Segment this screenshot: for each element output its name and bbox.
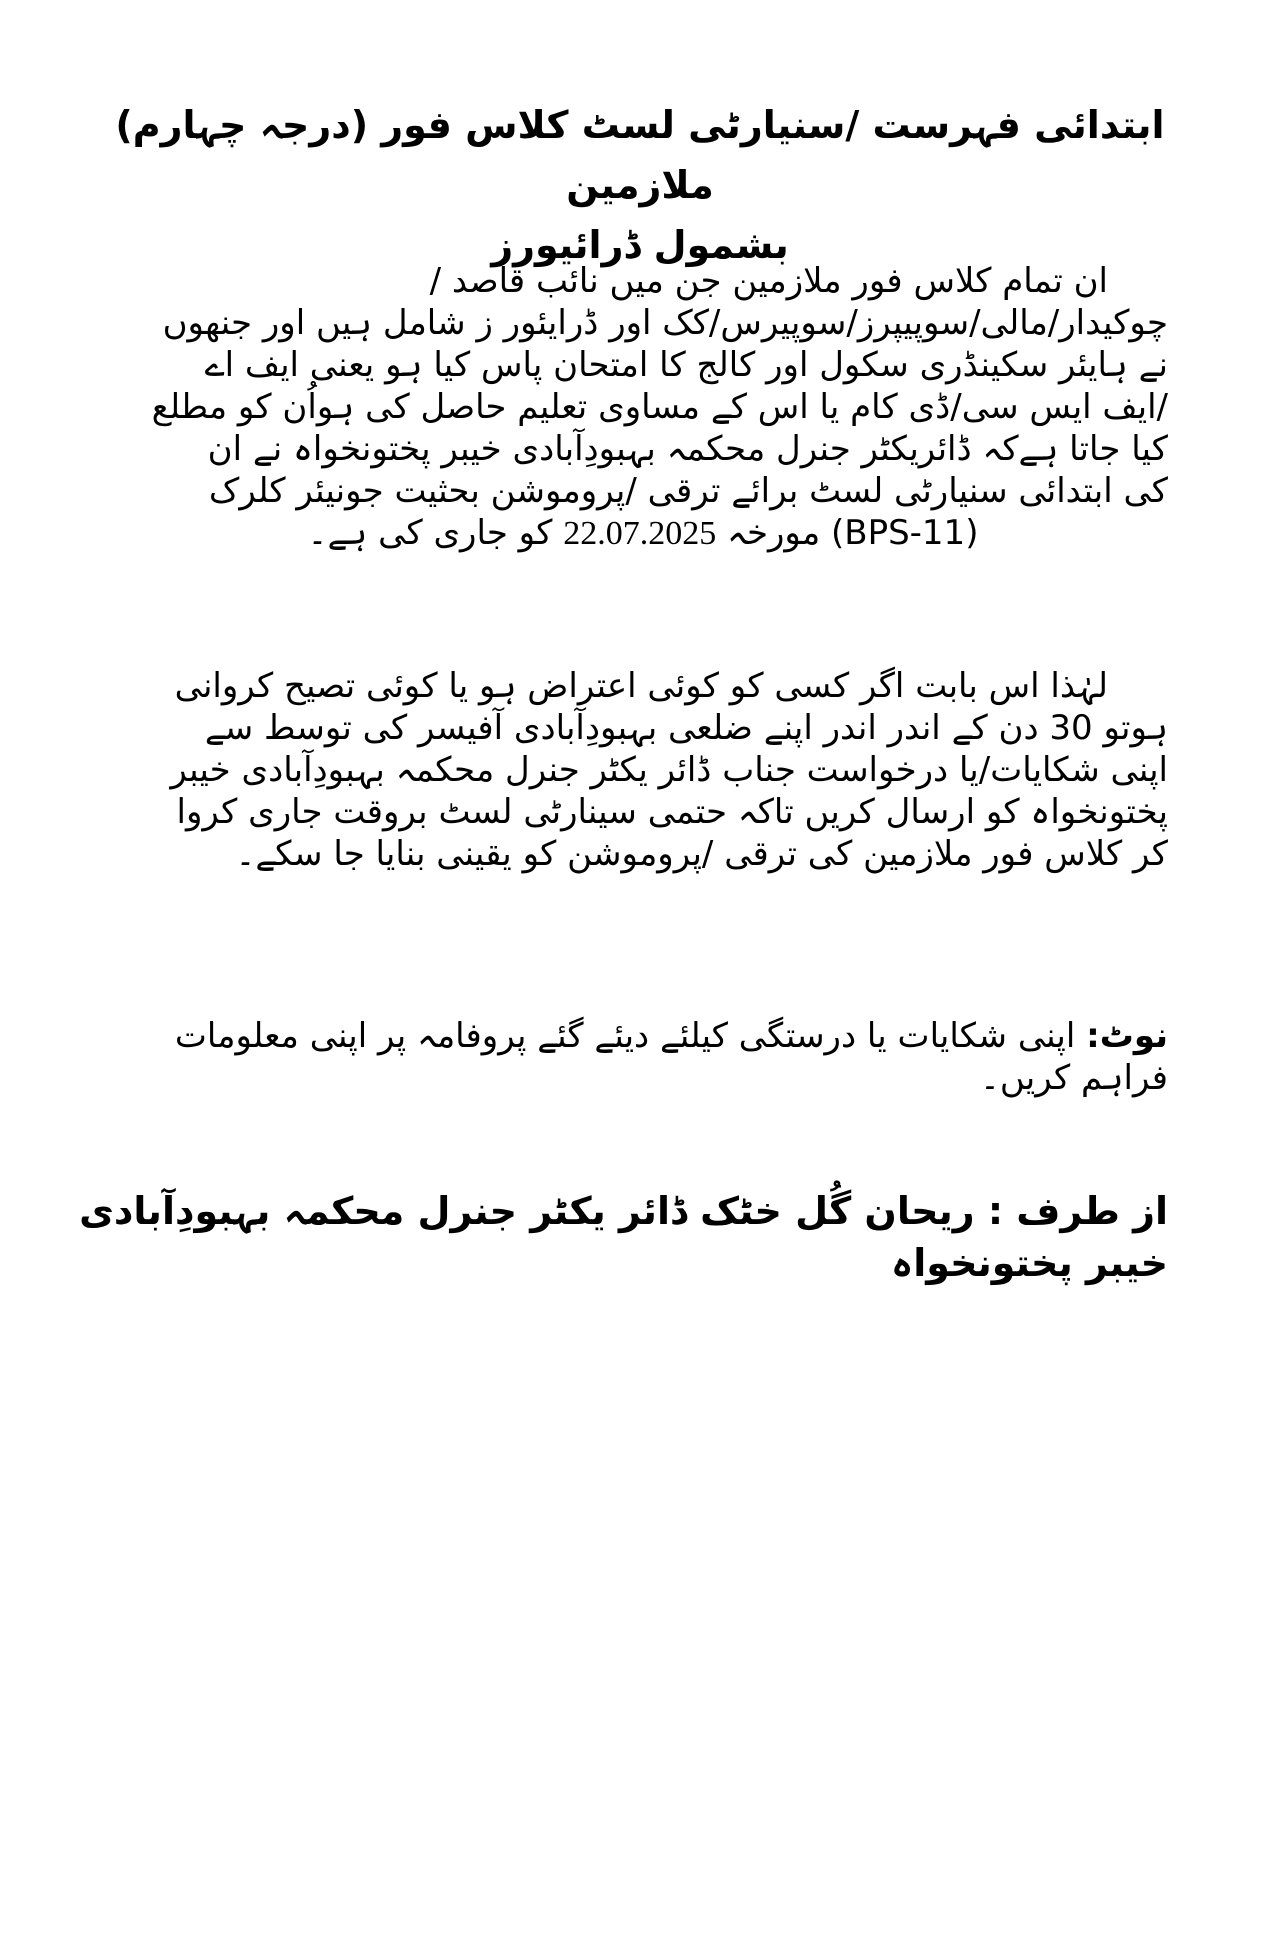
page-title — [110, 95, 1170, 275]
sender-line-2: خیبر پختونخواہ — [890, 1241, 1168, 1285]
paragraph-line: کی ابتدائی سنیارٹی لسٹ برائے ترقی /پروموشن بحثیت جونیئر کلرک — [208, 471, 1168, 511]
paragraph-line: لہٰذا اس بابت اگر کسی کو کوئی اعتراض ہو یا کوئی تصیح کروانی — [174, 666, 1108, 706]
note-line-1 — [118, 1015, 1168, 1057]
title-line-1: ابتدائی فہرست /سنیارٹی لسٹ کلاس فور (درجہ چہارم) ملازمین — [115, 103, 1165, 207]
note-label: نوٹ: — [1086, 1016, 1168, 1056]
title-line-2: بشمول ڈرائیورز — [491, 223, 789, 267]
issue-date: 22.07.2025 — [563, 515, 717, 552]
objection-paragraph — [118, 665, 1168, 875]
paragraph-line: چوکیدار/مالی/سوپیپرز/سوپیرس/کک اور ڈرایئور ز شامل ہیں اور جنھوں — [162, 303, 1168, 343]
grade-and-date-label: (BPS-11) مورخہ — [727, 513, 979, 553]
sender-line-1: از طرف : ریحان گُل خٹک ڈائر یکٹر جنرل محکمہ بہبودِآبادی — [79, 1189, 1168, 1233]
paragraph-line: پختونخواہ کو ارسال کریں تاکہ حتمی سینارٹی لسٹ بروقت جاری کروا — [176, 792, 1168, 832]
announcement-paragraph — [118, 260, 1168, 555]
paragraph-line: /ایف ایس سی/ڈی کام یا اس کے مساوی تعلیم حاصل کی ہواُن کو مطلع — [151, 387, 1168, 427]
paragraph-line: اپنی شکایات/یا درخواست جناب ڈائر یکٹر جنرل محکمہ بہبودِآبادی خیبر — [170, 750, 1168, 790]
paragraph-line: کیا جاتا ہےکہ ڈائریکٹر جنرل محکمہ بہبودِآبادی خیبر پختونخواہ نے ان — [207, 429, 1168, 469]
paragraph-line: نے ہایئر سکینڈری سکول اور کالج کا امتحان پاس کیا ہو یعنی ایف اے — [204, 345, 1168, 385]
paragraph-line: ہوتو 30 دن کے اندر اندر اپنے ضلعی بہبودِآبادی آفیسر کی توسط سے — [204, 708, 1168, 748]
note-line-2: فراہم کریں۔ — [979, 1058, 1168, 1098]
paragraph-line: کر کلاس فور ملازمین کی ترقی /پروموشن کو یقینی بنایا جا سکے۔ — [235, 834, 1168, 874]
note-text: اپنی شکایات یا درستگی کیلئے دیئے گئے پروفامہ پر اپنی معلومات — [174, 1016, 1076, 1056]
sender-signature — [79, 1185, 1168, 1289]
issued-text: کو جاری کی ہے۔ — [307, 513, 553, 553]
paragraph-last-line — [118, 512, 1168, 555]
note-section — [118, 1015, 1168, 1099]
paragraph-line: ان تمام کلاس فور ملازمین جن میں نائب قاصد / — [429, 261, 1108, 301]
